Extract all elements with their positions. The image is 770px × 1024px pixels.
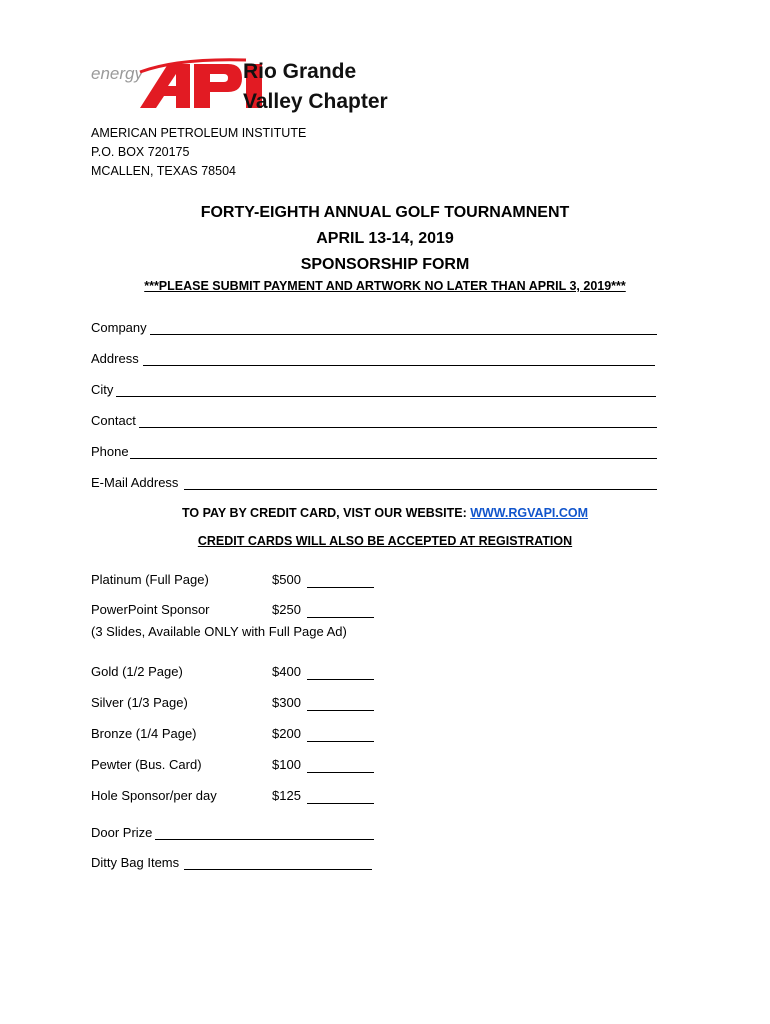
silver-field[interactable] [307,710,374,711]
ditty-bag-label: Ditty Bag Items [91,855,180,870]
bronze-price: $200 [272,726,301,741]
deadline-notice: ***PLEASE SUBMIT PAYMENT AND ARTWORK NO LATER THAN APRIL 3, 2019*** [144,279,626,293]
door-prize-field[interactable] [155,839,374,840]
platinum-label: Platinum (Full Page) [91,572,209,587]
form-title [0,200,770,278]
city-field[interactable] [116,396,656,397]
pewter-price: $100 [272,757,301,772]
silver-label: Silver (1/3 Page) [91,695,188,710]
contact-label: Contact [91,413,136,428]
ditty-bag-field[interactable] [184,869,372,870]
gold-label: Gold (1/2 Page) [91,664,183,679]
platinum-field[interactable] [307,587,374,588]
hole-sponsor-label: Hole Sponsor/per day [91,788,217,803]
powerpoint-note: (3 Slides, Available ONLY with Full Page Ad) [91,624,347,639]
gold-price: $400 [272,664,301,679]
credit-card-instructions [0,506,770,520]
title-tournament: FORTY-EIGHTH ANNUAL GOLF TOURNAMNENT [200,204,570,221]
address-line-1: AMERICAN PETROLEUM INSTITUTE [91,126,307,140]
energy-wordmark: energy [91,64,143,83]
chapter-name-line1: Rio Grande [243,60,357,83]
chapter-name-line2: Valley Chapter [243,90,388,113]
website-link[interactable]: WWW.RGVAPI.COM [470,506,589,520]
silver-price: $300 [272,695,301,710]
platinum-price: $500 [272,572,301,587]
title-form-name: SPONSORSHIP FORM [300,256,470,273]
company-field[interactable] [150,334,657,335]
address-line-3: MCALLEN, TEXAS 78504 [91,164,236,178]
address-field[interactable] [143,365,655,366]
registration-note: CREDIT CARDS WILL ALSO BE ACCEPTED AT REGISTRATION [197,534,573,548]
hole-sponsor-field[interactable] [307,803,374,804]
pewter-label: Pewter (Bus. Card) [91,757,202,772]
api-logo [88,58,408,118]
mailing-address [91,124,306,181]
address-line-2: P.O. BOX 720175 [91,145,190,159]
bronze-field[interactable] [307,741,374,742]
pewter-field[interactable] [307,772,374,773]
title-dates: APRIL 13-14, 2019 [316,230,454,247]
phone-label: Phone [91,444,129,459]
company-label: Company [91,320,147,335]
phone-field[interactable] [130,458,657,459]
powerpoint-label: PowerPoint Sponsor [91,602,210,617]
contact-field[interactable] [139,427,657,428]
city-label: City [91,382,114,397]
credit-card-text: TO PAY BY CREDIT CARD, VIST OUR WEBSITE: [181,506,471,520]
powerpoint-field[interactable] [307,617,374,618]
gold-field[interactable] [307,679,374,680]
bronze-label: Bronze (1/4 Page) [91,726,197,741]
door-prize-label: Door Prize [91,825,153,840]
email-label: E-Mail Address [91,475,179,490]
hole-sponsor-price: $125 [272,788,301,803]
address-label: Address [91,351,139,366]
email-field[interactable] [184,489,657,490]
powerpoint-price: $250 [272,602,301,617]
